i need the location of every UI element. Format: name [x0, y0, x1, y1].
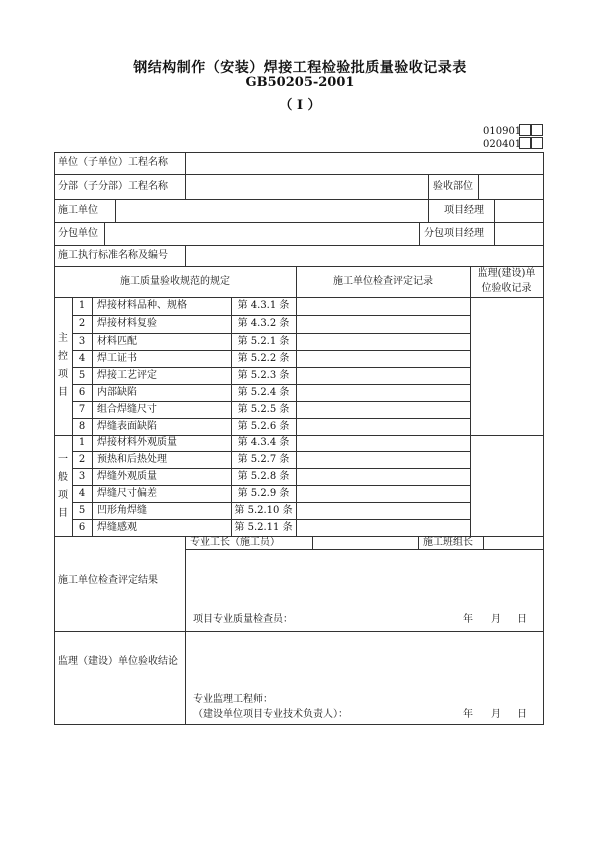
contractor-check-column-header: 施工单位检查评定记录 — [333, 276, 433, 287]
spec-column-header: 施工质量验收规范的规定 — [120, 276, 230, 287]
row-number: 6 — [78, 522, 86, 533]
volume-marker: （ Ⅰ ） — [279, 98, 321, 113]
row-number: 1 — [78, 300, 86, 311]
item-name: 内部缺陷 — [97, 387, 137, 398]
clause-ref: 第 5.2.5 条 — [237, 404, 290, 415]
inspector-label: 项目专业质量检查员： — [193, 614, 293, 625]
contractor-label: 施工单位 — [58, 205, 98, 216]
clause-ref: 第 4.3.4 条 — [237, 437, 290, 448]
foreman-label: 专业工长（施工员） — [190, 537, 280, 548]
conclusion-label: 监理（建设）单位验收结论 — [58, 656, 178, 667]
row-number: 7 — [78, 404, 86, 415]
accept-part-label: 验收部位 — [433, 181, 473, 192]
subcontractor-label: 分包单位 — [58, 228, 98, 239]
date-month: 月 — [491, 709, 501, 720]
item-name: 焊接材料复验 — [97, 318, 157, 329]
row-number: 8 — [78, 421, 86, 432]
main-items-label: 主控项目 — [58, 333, 68, 398]
item-name: 焊工证书 — [97, 353, 137, 364]
sub-project-label: 分部（子分部）工程名称 — [58, 181, 168, 192]
sub-manager-label: 分包项目经理 — [424, 228, 484, 239]
row-number: 2 — [78, 454, 86, 465]
item-name: 材料匹配 — [97, 336, 137, 347]
row-number: 2 — [78, 318, 86, 329]
row-number: 1 — [78, 437, 86, 448]
item-name: 焊缝尺寸偏差 — [97, 488, 157, 499]
row-number: 4 — [78, 488, 86, 499]
date-day: 日 — [517, 614, 527, 625]
item-name: 焊接工艺评定 — [97, 370, 157, 381]
row-number: 5 — [78, 505, 86, 516]
clause-ref: 第 5.2.6 条 — [237, 421, 290, 432]
clause-ref: 第 5.2.2 条 — [237, 353, 290, 364]
clause-ref: 第 5.2.11 条 — [234, 522, 293, 533]
row-number: 5 — [78, 370, 86, 381]
code-checkbox[interactable] — [531, 124, 543, 136]
code-checkbox[interactable] — [531, 137, 543, 149]
supervisor-engineer-label: 专业监理工程师： — [193, 694, 273, 705]
supervisor-column-header: 监理(建设)单 — [477, 268, 536, 279]
row-number: 3 — [78, 336, 86, 347]
code-checkbox[interactable] — [519, 137, 531, 149]
row-number: 3 — [78, 471, 86, 482]
clause-ref: 第 5.2.4 条 — [237, 387, 290, 398]
item-name: 预热和后热处理 — [97, 454, 167, 465]
clause-ref: 第 5.2.10 条 — [234, 505, 293, 516]
item-name: 焊缝感观 — [97, 522, 137, 533]
date-month: 月 — [491, 614, 501, 625]
form-code-1: 010901 — [483, 126, 522, 137]
unit-project-label: 单位（子单位）工程名称 — [58, 157, 168, 168]
clause-ref: 第 5.2.1 条 — [237, 336, 290, 347]
item-name: 焊接材料外观质量 — [97, 437, 177, 448]
clause-ref: 第 5.2.9 条 — [237, 488, 290, 499]
clause-ref: 第 5.2.7 条 — [237, 454, 290, 465]
row-number: 6 — [78, 387, 86, 398]
clause-ref: 第 5.2.8 条 — [237, 471, 290, 482]
standard-name-label: 施工执行标准名称及编号 — [58, 250, 168, 261]
date-year: 年 — [463, 709, 473, 720]
code-checkbox[interactable] — [519, 124, 531, 136]
clause-ref: 第 4.3.2 条 — [237, 318, 290, 329]
team-leader-label: 施工班组长 — [423, 537, 473, 548]
general-items-label: 一般项目 — [58, 454, 68, 519]
item-name: 凹形角焊缝 — [97, 505, 147, 516]
page-title: 钢结构制作（安装）焊接工程检验批质量验收记录表 — [133, 60, 467, 76]
clause-ref: 第 5.2.3 条 — [237, 370, 290, 381]
row-number: 4 — [78, 353, 86, 364]
item-name: 焊缝表面缺陷 — [97, 421, 157, 432]
item-name: 组合焊缝尺寸 — [97, 404, 157, 415]
check-result-label: 施工单位检查评定结果 — [58, 575, 158, 586]
owner-tech-label: （建设单位项目专业技术负责人）： — [193, 709, 348, 720]
item-name: 焊接材料品种、规格 — [97, 300, 187, 311]
form-code-2: 020401 — [483, 139, 522, 150]
standard-number: GB50205-2001 — [245, 75, 355, 90]
date-day: 日 — [517, 709, 527, 720]
project-manager-label: 项目经理 — [444, 205, 484, 216]
clause-ref: 第 4.3.1 条 — [237, 300, 290, 311]
date-year: 年 — [463, 614, 473, 625]
supervisor-column-header-line2: 位验收记录 — [481, 283, 532, 294]
item-name: 焊缝外观质量 — [97, 471, 157, 482]
